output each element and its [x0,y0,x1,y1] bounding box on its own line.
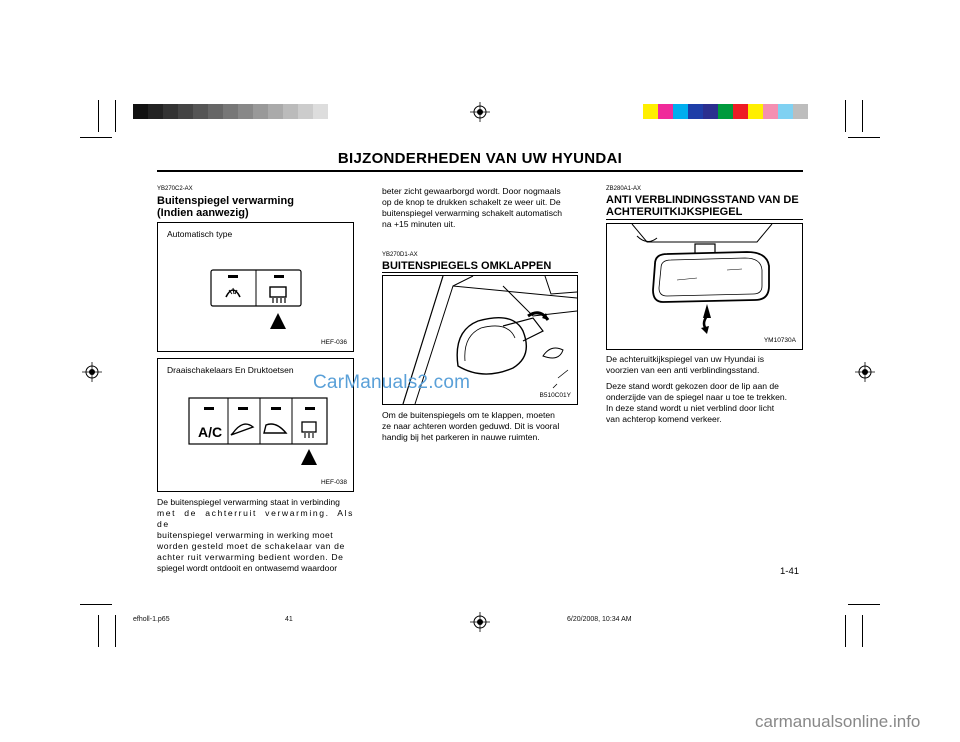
text-line: achter ruit verwarming bedient worden. De [157,552,344,562]
paragraph [606,354,803,376]
text-line: In deze stand wordt u niet verblind door licht [606,403,775,413]
registration-mark-icon [82,362,102,382]
crop-mark [845,615,846,647]
crop-mark [862,615,863,647]
text-line: buitenspiegel verwarming in werking moet [157,530,334,540]
text-line: buitenspiegel verwarming schakelt automatisch [382,208,563,218]
middle-intro-text [382,186,578,230]
text-line: De achteruitkijkspiegel van uw Hyundai is [606,354,765,364]
ac-label: A/C [198,424,223,440]
grayscale-bar [133,104,328,119]
crop-mark [80,604,112,605]
registration-mark-icon [855,362,875,382]
heading-rule [382,272,578,273]
color-swatch [778,104,793,119]
section-code: YB270D1-AX [382,252,418,258]
figure-caption: Draaischakelaars En Druktoetsen [167,365,294,375]
text-line: Deze stand wordt gekozen door de lip aan de [606,381,779,391]
crop-mark [115,615,116,647]
color-swatch [283,104,298,119]
crop-mark [115,100,116,132]
color-swatch [733,104,748,119]
figure-rearview-mirror [606,223,803,350]
color-bar [643,104,808,119]
section-heading: ANTI VERBLINDINGSSTAND VAN DE [606,194,799,206]
text-line: met de achterruit verwarming. Als de [157,508,354,529]
text-line: spiegel wordt ontdooit en ontwasemd waardoor [157,563,338,573]
color-swatch [298,104,313,119]
color-swatch [253,104,268,119]
color-swatch [238,104,253,119]
color-swatch [673,104,688,119]
figure-code: B510C01Y [539,392,571,399]
text-line: Om de buitenspiegels om te klappen, moeten [382,410,555,420]
crop-mark [848,604,880,605]
text-line: ze naar achteren worden geduwd. Dit is vooral [382,421,560,431]
color-swatch [718,104,733,119]
footer-page: 41 [285,616,293,623]
site-watermark: carmanualsonline.info [755,712,921,731]
left-body-text [157,497,354,574]
color-swatch [658,104,673,119]
text-line: voorzien van een anti verblindingsstand. [606,365,760,375]
crop-mark [845,100,846,132]
color-swatch [748,104,763,119]
section-code: ZB280A1-AX [606,186,642,192]
color-swatch [688,104,703,119]
section-heading-sub: (Indien aanwezig) [157,207,249,219]
defrost-switch-panel-icon [210,269,302,339]
text-line: worden gesteld moet de schakelaar van de [157,541,345,551]
section-heading-sub: ACHTERUITKIJKSPIEGEL [606,206,743,218]
text-line: handig bij het parkeren in nauwe ruimten. [382,432,540,442]
crop-mark [862,100,863,132]
text-line: onderzijde van de spiegel naar u toe te trekken. [606,392,788,402]
color-swatch [643,104,658,119]
color-swatch [208,104,223,119]
color-swatch [133,104,148,119]
registration-mark-icon [470,102,490,122]
rearview-mirror-illustration-icon [607,224,802,349]
footer-file: efholl-1.p65 [133,616,170,623]
crop-mark [98,615,99,647]
figure-code: HEF-036 [320,339,347,346]
color-swatch [703,104,718,119]
figure-code: YM10730A [763,337,796,344]
crop-mark [80,137,112,138]
color-swatch [268,104,283,119]
middle-body-text [382,410,578,443]
text-line: De buitenspiegel verwarming staat in verbinding [157,497,340,507]
title-rule [157,170,803,172]
section-heading: Buitenspiegel verwarming [157,195,294,207]
registration-mark-icon [470,612,490,632]
page-title: BIJZONDERHEDEN VAN UW HYUNDAI [337,150,623,167]
paragraph [606,381,803,425]
text-line: na +15 minuten uit. [382,219,456,229]
right-body-text [606,354,803,430]
figure-caption: Automatisch type [167,229,233,239]
section-code: YB270C2-AX [157,186,193,192]
section-heading: BUITENSPIEGELS OMKLAPPEN [382,260,552,272]
color-swatch [178,104,193,119]
footer-date: 6/20/2008, 10:34 AM [567,616,632,623]
color-swatch [163,104,178,119]
figure-code: HEF-038 [320,479,347,486]
page-number: 1-41 [780,566,800,577]
watermark-text: CarManuals2.com [313,372,471,393]
color-swatch [223,104,238,119]
color-swatch [193,104,208,119]
text-line: van achterop komend verkeer. [606,414,722,424]
crop-mark [98,100,99,132]
color-swatch [313,104,328,119]
text-line: op de knop te drukken schakelt ze weer uit. De [382,197,561,207]
figure-automatic-switch [157,222,354,352]
heading-rule [606,219,803,220]
crop-mark [848,137,880,138]
color-swatch [793,104,808,119]
text-line: beter zicht gewaarborgd wordt. Door nogmaals [382,186,561,196]
color-swatch [763,104,778,119]
color-swatch [148,104,163,119]
